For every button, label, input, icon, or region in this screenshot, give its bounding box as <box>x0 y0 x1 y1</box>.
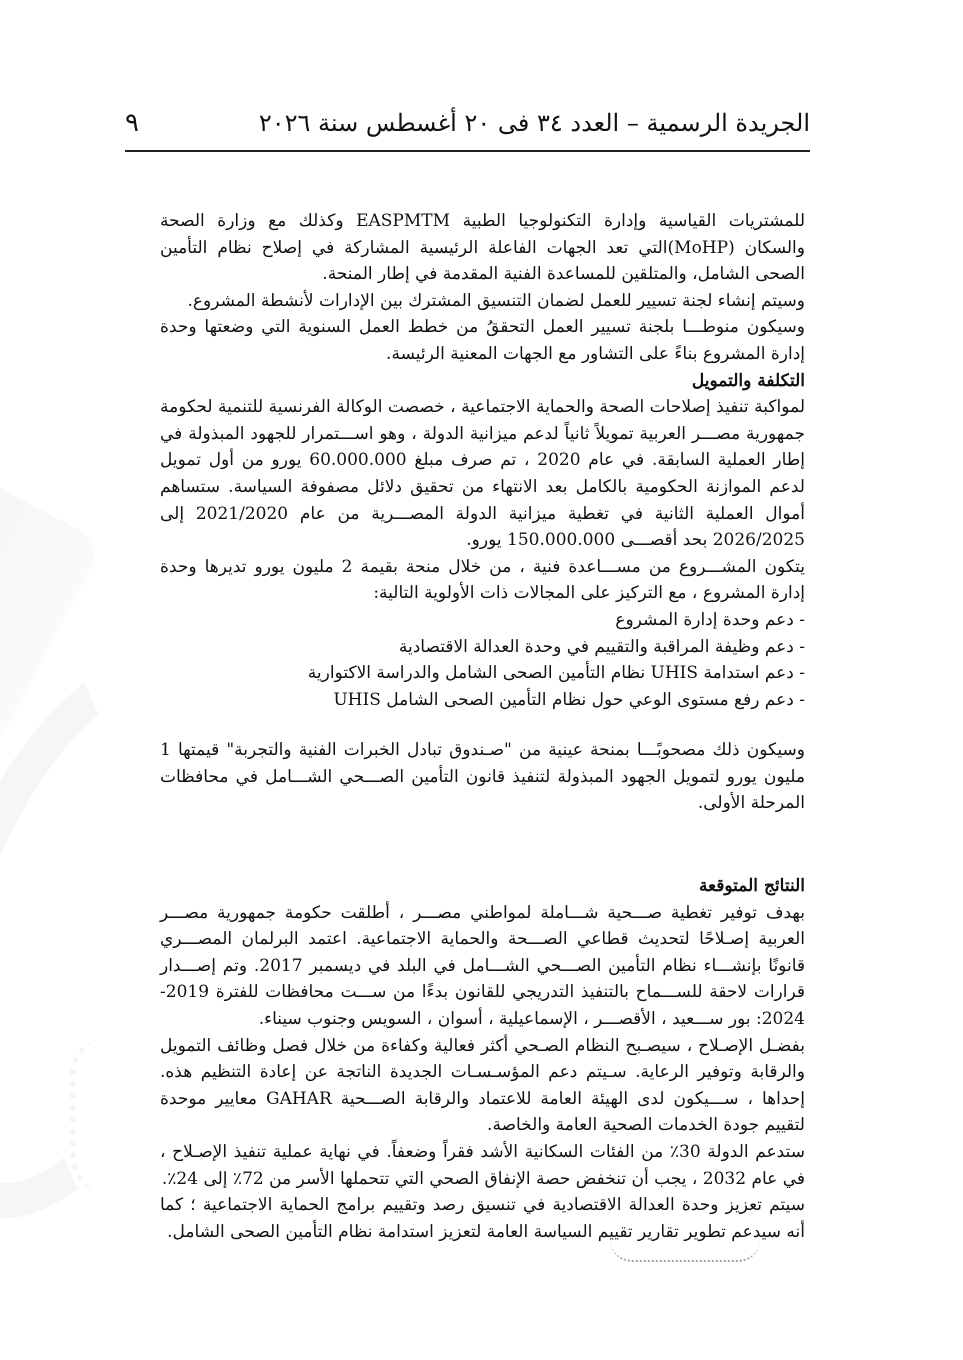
paragraph: يتكون المشـــروع من مســـاعدة فنية ، من خلال منحة بقيمة 2 مليون يورو تديرها وحدة إدارة المشروع ، مع التركيز على المجالات ذات الأولوية التالية: <box>160 556 805 604</box>
paragraph: لمواكبة تنفيذ إصلاحات الصحة والحماية الاجتماعية ، خصصت الوكالة الفرنسية للتنمية لحكومة جمهورية مصـــر العربية تمويلاً ثانياً لدعم ميزانية الدولة ، وهو اســـتمرار للجهود المبذولة في إطار العملية السابقة. في عام 2020 ، تم صرف مبلغ 60.000.000 يورو من أول تمويل لدعم الموازنة الحكومية بالكامل بعد الانتهاء من تحقيق دلائل مصفوفة السياسة. ستساهم أموال العملية الثانية في تغطية ميزانية الدولة المصـــرية من عام 2021/2020 إلى 2026/2025 بحد أقصـــى 150.000.000 يورو. <box>160 397 806 551</box>
paragraph: للمشتريات القياسية وإدارة التكنولوجيا الطبية EASPMTM وكذلك مع وزارة الصحة والسكان (MoHP)التي تعد الجهات الفاعلة الرئيسية المشاركة في إصلاح نظام التأمين الصحى الشامل، والمتلقين للمساعدة الفنية المقدمة في إطار المنحة. <box>160 211 805 285</box>
section-heading-cost: التكلفة والتمويل <box>691 370 805 391</box>
document-body <box>160 208 805 1245</box>
priority-list <box>160 607 805 713</box>
paragraph: ستدعم الدولة 30٪ من الفئات السكانية الأشد فقراً وضعفاً. في نهاية عملية تنفيذ الإصـلاح ، في عام 2032 ، يجب أن تنخفض حصة الإنفاق الصحي التي تتحملها الأسر من 72٪ إلى 24٪. <box>160 1142 805 1189</box>
signature-mark <box>610 1240 760 1262</box>
paragraph: وسيكون منوطـــا بلجنة تسيير العمل التحققُ من خطط العمل السنوية التي وضعتها وحدة إدارة المشروع بناءً على التشاور مع الجهات المعنية الرئيسة. <box>160 317 805 364</box>
page-number: ٩ <box>125 108 139 138</box>
header-rule <box>125 150 810 152</box>
paragraph: سيتم تعزيز وحدة العدالة الاقتصادية في تنسيق رصد وتقييم برامج الحماية الاجتماعية ؛ كما أنه سيدعم تطوير تقارير تقييم السياسة العامة لتعزيز استدامة نظام التأمين الصحى الشامل. <box>160 1195 805 1242</box>
paragraph: بفضـل الإصـلاح ، سيصـبح النظام الصـحي أكثر فعالية وكفاءة من خلال فصل وظائف التمويل والرقابة وتوفير الرعاية. سـيتم دعم المؤسـسـات الجديدة الناتجة عن إعادة التنظيم هذه. إحداها ، ســـيكون لدى الهيئة العامة للاعتماد والرقابة الصـــحية GAHAR معايير موحدة لتقييم جودة الخدمات الصحية العامة والخاصة. <box>160 1035 805 1136</box>
header-title: الجريدة الرسمية – العدد ٣٤ فى ٢٠ أغسطس سنة ٢٠٢٦ <box>258 109 810 137</box>
paragraph: بهدف توفير تغطية صـــحية شـــاملة لمواطني مصـــر ، أطلقت حكومة جمهورية مصـــر العربية إصـلاحًا لتحديث قطاعي الصـــحة والحماية الاجتماعية. اعتمد البرلمان المصـــري قانونًا بإنشـــاء نظام التأمين الصـــحي الشـــامل في البلد في ديسمبر 2017. وتم إصـــدار قرارات لاحقة للســـماح بالتنفيذ التدريجي للقانون بدءًا من ســـت محافظات للفترة 2019-2024: بور ســـعيد ، الأقصـــر ، الإسماعيلية ، أسوان ، السويس وجنوب سيناء. <box>160 902 805 1030</box>
paragraph: وسيكون ذلك مصحوبًـــا بمنحة عينية من "صـندوق تبادل الخبرات الفنية والتجربة" قيمتها 1 مليون يورو لتمويل الجهود المبذولة لتنفيذ قانون التأمين الصـــحي الشـــامل في محافظات المرحلة الأولى. <box>160 740 805 814</box>
list-item: - دعم وظيفة المراقبة والتقييم في وحدة العدالة الاقتصادية <box>398 636 805 657</box>
list-item: - دعم وحدة إدارة المشروع <box>615 609 805 630</box>
paragraph: وسيتم إنشاء لجنة تسيير للعمل لضمان التنسيق المشترك بين الإدارات لأنشطة المشروع. <box>187 290 805 311</box>
list-item: - دعم استدامة UHIS نظام التأمين الصحى الشامل والدراسة الاكتوارية <box>307 663 805 684</box>
page-header <box>125 108 810 138</box>
section-heading-results: النتائج المتوقعة <box>698 876 805 897</box>
list-item: - دعم رفع مستوى الوعي حول نظام التأمين الصحى الشامل UHIS <box>333 689 805 710</box>
